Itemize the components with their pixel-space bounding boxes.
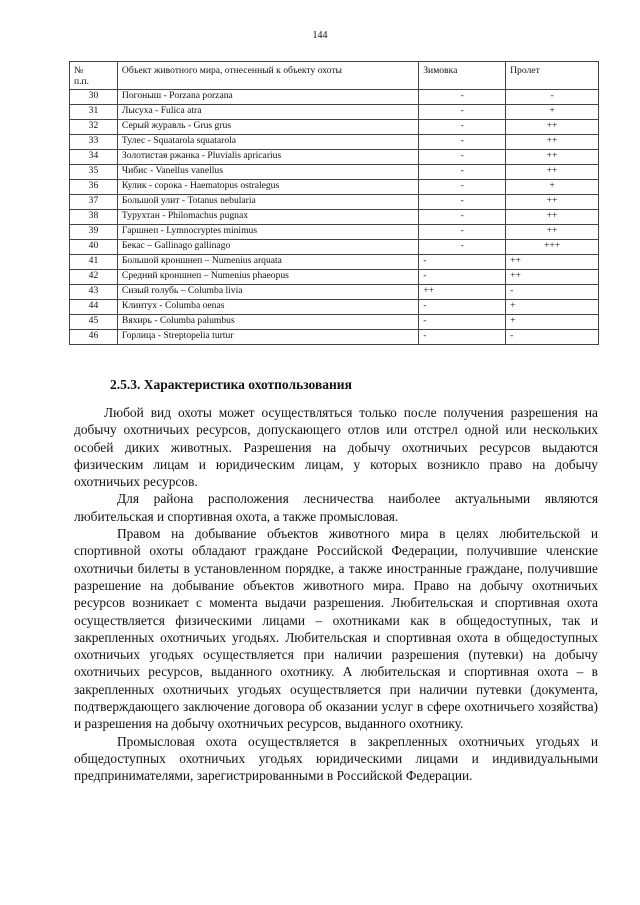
cell-winter: -: [419, 150, 506, 165]
cell-number: 30: [70, 90, 118, 105]
cell-migration: ++: [506, 165, 599, 180]
cell-winter: -: [419, 225, 506, 240]
cell-migration: ++: [506, 150, 599, 165]
cell-number: 39: [70, 225, 118, 240]
cell-number: 32: [70, 120, 118, 135]
header-winter: Зимовка: [419, 62, 506, 90]
cell-number: 45: [70, 315, 118, 330]
cell-species: Бекас – Gallinago gallinago: [117, 240, 418, 255]
cell-number: 40: [70, 240, 118, 255]
cell-migration: ++: [506, 255, 599, 270]
cell-species: Тулес - Squatarola squatarola: [117, 135, 418, 150]
cell-migration: ++: [506, 270, 599, 285]
table-row: [70, 150, 599, 165]
paragraph: Промысловая охота осуществляется в закрепленных охотничьих угодьях и общедоступных охотничьих угодьях юридическими лицами и индивидуальными предпринимателями, зарегистрированными в Российской Федерации.: [74, 733, 598, 784]
cell-species: Вяхирь - Columba palumbus: [117, 315, 418, 330]
header-migration: Пролет: [506, 62, 599, 90]
cell-migration: +: [506, 180, 599, 195]
cell-species: Гаршнеп - Lymnocryptes minimus: [117, 225, 418, 240]
cell-migration: -: [506, 330, 599, 345]
cell-migration: +: [506, 315, 599, 330]
table-row: [70, 330, 599, 345]
cell-species: Золотистая ржанка - Pluvialis apricarius: [117, 150, 418, 165]
cell-migration: ++: [506, 195, 599, 210]
table-row: [70, 90, 599, 105]
cell-species: Серый журавль - Grus grus: [117, 120, 418, 135]
table-row: [70, 195, 599, 210]
cell-species: Кулик - сорока - Haematopus ostralegus: [117, 180, 418, 195]
cell-number: 35: [70, 165, 118, 180]
cell-migration: ++: [506, 135, 599, 150]
cell-species: Большой улит - Totanus nebularia: [117, 195, 418, 210]
cell-migration: ++: [506, 225, 599, 240]
table-body: [70, 90, 599, 345]
cell-number: 33: [70, 135, 118, 150]
table-row: [70, 120, 599, 135]
table-row: [70, 240, 599, 255]
cell-migration: +++: [506, 240, 599, 255]
table-row: [70, 285, 599, 300]
section-title: 2.5.3. Характеристика охотпользования: [110, 377, 352, 392]
cell-winter: -: [419, 180, 506, 195]
cell-species: Горлица - Streptopelia turtur: [117, 330, 418, 345]
cell-number: 41: [70, 255, 118, 270]
cell-number: 43: [70, 285, 118, 300]
paragraph: Правом на добывание объектов животного мира в целях любительской и спортивной охоты обладают граждане Российской Федерации, получившие членские охотничьи билеты в установленном порядке, а также иностранные граждане, получившие разрешение на добывание объектов животного мира. Право на добычу охотничьих ресурсов возникает с момента выдачи разрешения. Любительская и спортивная охота осуществляется физическими лицами – охотниками как в общедоступных, так и закрепленных охотничьих угодьях. Любительская и спортивная охота в общедоступных охотничьих угодьях осуществляется при наличии разрешения (путевки) на добычу охотничьих ресурсов, выданного охотнику. А любительская и спортивная охота – в закрепленных охотничьих угодьях осуществляется при наличии путевки (документа, подтверждающего заключение договора об оказании услуг в сфере охотничьего хозяйства) и разрешения на добычу охотничьих ресурсов, выданного охотнику.: [74, 526, 598, 732]
cell-number: 42: [70, 270, 118, 285]
cell-winter: -: [419, 105, 506, 120]
table-header-row: [70, 62, 599, 90]
cell-migration: -: [506, 285, 599, 300]
page-number: 144: [312, 30, 328, 41]
paragraph: Для района расположения лесничества наиболее актуальными являются любительская и спортивная охота, а также промысловая.: [74, 491, 598, 524]
cell-winter: ++: [419, 285, 506, 300]
cell-winter: -: [419, 300, 506, 315]
cell-number: 44: [70, 300, 118, 315]
cell-winter: -: [419, 165, 506, 180]
header-species: Объект животного мира, отнесенный к объекту охоты: [117, 62, 418, 90]
cell-number: 46: [70, 330, 118, 345]
cell-species: Погоныш - Porzana porzana: [117, 90, 418, 105]
cell-number: 37: [70, 195, 118, 210]
cell-number: 34: [70, 150, 118, 165]
table-row: [70, 105, 599, 120]
cell-number: 36: [70, 180, 118, 195]
cell-winter: -: [419, 210, 506, 225]
table-row: [70, 255, 599, 270]
cell-winter: -: [419, 90, 506, 105]
cell-migration: +: [506, 300, 599, 315]
table-row: [70, 135, 599, 150]
cell-species: Сизый голубь – Columba livia: [117, 285, 418, 300]
cell-species: Турухтан - Philomachus pugnax: [117, 210, 418, 225]
cell-winter: -: [419, 270, 506, 285]
cell-winter: -: [419, 255, 506, 270]
game-species-table: [69, 61, 599, 345]
table-row: [70, 300, 599, 315]
table-row: [70, 180, 599, 195]
cell-species: Большой кроншнеп – Numenius arquata: [117, 255, 418, 270]
cell-winter: -: [419, 315, 506, 330]
cell-species: Средний кроншнеп – Numenius phaeopus: [117, 270, 418, 285]
cell-number: 31: [70, 105, 118, 120]
cell-species: Чибис - Vanellus vanellus: [117, 165, 418, 180]
table-row: [70, 315, 599, 330]
cell-migration: ++: [506, 210, 599, 225]
cell-winter: -: [419, 135, 506, 150]
paragraph: Любой вид охоты может осуществляться только после получения разрешения на добычу охотничьих ресурсов, допускающего отлов или отстрел одной или нескольких особей диких животных. Разрешения на добычу охотничьих ресурсов выдаются физическим лицам и юридическим лицам, у которых возникло право на добычу охотничьих ресурсов.: [74, 405, 598, 490]
cell-species: Клинтух - Columba oenas: [117, 300, 418, 315]
table-row: [70, 210, 599, 225]
cell-species: Лысуха - Fulica atra: [117, 105, 418, 120]
table-row: [70, 270, 599, 285]
cell-winter: -: [419, 330, 506, 345]
table-row: [70, 165, 599, 180]
cell-winter: -: [419, 195, 506, 210]
cell-number: 38: [70, 210, 118, 225]
cell-winter: -: [419, 120, 506, 135]
cell-migration: +: [506, 105, 599, 120]
table-row: [70, 225, 599, 240]
cell-migration: -: [506, 90, 599, 105]
cell-migration: ++: [506, 120, 599, 135]
header-number: № п.п.: [70, 62, 118, 90]
body-text: [74, 404, 598, 785]
cell-winter: -: [419, 240, 506, 255]
